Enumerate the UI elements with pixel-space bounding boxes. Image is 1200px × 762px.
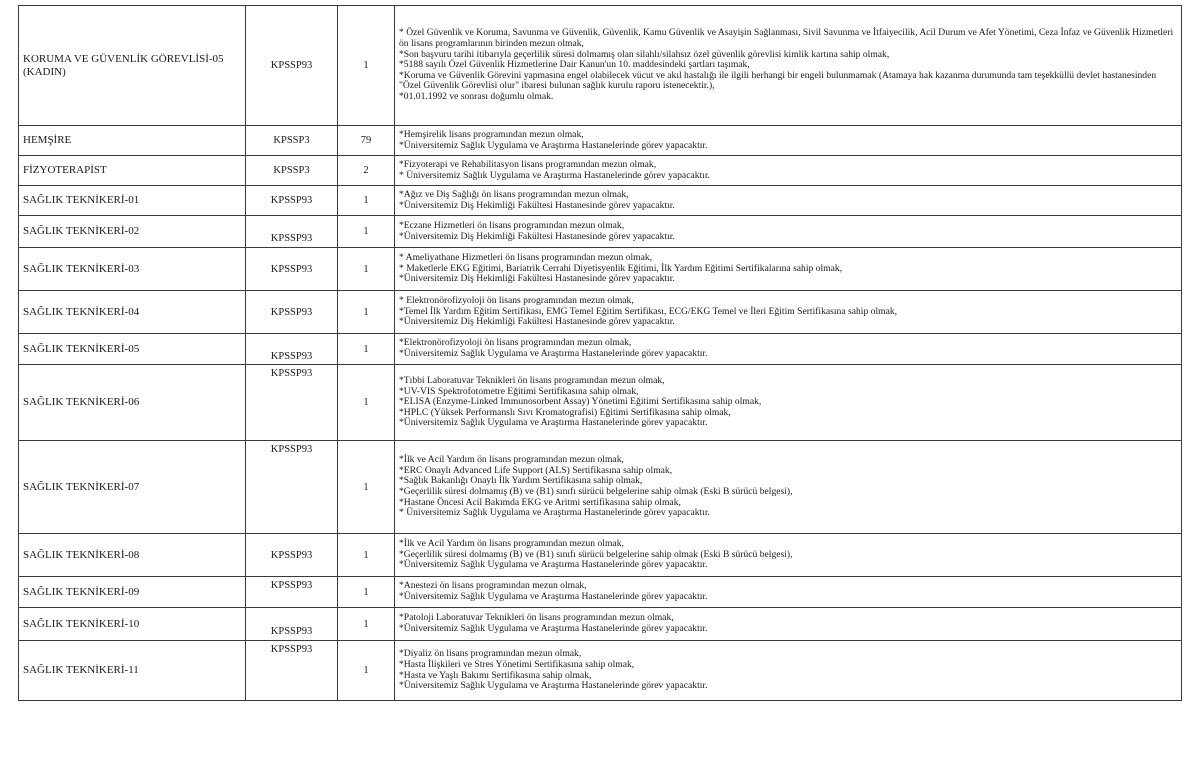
quantity-cell: 79 — [338, 126, 395, 156]
position-title-cell: HEMŞİRE — [19, 126, 246, 156]
table-row — [19, 126, 1182, 156]
position-title-cell: SAĞLIK TEKNİKERİ-08 — [19, 534, 246, 577]
quantity-cell: 1 — [338, 334, 395, 365]
exam-code-cell: KPSSP93 — [246, 441, 338, 534]
requirement-line: * Elektronörofizyoloji ön lisans programından mezun olmak, — [399, 295, 634, 307]
requirement-line: *5188 sayılı Özel Güvenlik Hizmetlerine Dair Kanun'un 10. maddesindeki şartları taşımak, — [399, 59, 750, 71]
position-title-cell: SAĞLIK TEKNİKERİ-02 — [19, 216, 246, 248]
requirements-cell — [395, 441, 1182, 534]
requirements-cell — [395, 186, 1182, 216]
table-row — [19, 216, 1182, 248]
table-row — [19, 365, 1182, 441]
exam-code-cell: KPSSP93 — [246, 186, 338, 216]
exam-code-cell: KPSSP93 — [246, 365, 338, 441]
requirement-line: *Geçerlilik süresi dolmamış (B) ve (B1) sınıfı sürücü belgelerine sahip olmak (Eski B sürücü belgesi), — [399, 548, 793, 560]
table-row — [19, 641, 1182, 701]
table-row — [19, 248, 1182, 291]
positions-table — [18, 5, 1182, 701]
exam-code-cell: KPSSP93 — [246, 248, 338, 291]
exam-code-cell: KPSSP93 — [246, 334, 338, 365]
requirement-line: *Üniversitemiz Sağlık Uygulama ve Araştırma Hastanelerinde görev yapacaktır. — [399, 680, 708, 692]
requirements-cell — [395, 641, 1182, 701]
position-title-cell: SAĞLIK TEKNİKERİ-09 — [19, 577, 246, 608]
position-title-cell: SAĞLIK TEKNİKERİ-10 — [19, 608, 246, 641]
quantity-cell: 1 — [338, 291, 395, 334]
exam-code-cell: KPSSP93 — [246, 608, 338, 641]
requirement-line: *ERC Onaylı Advanced Life Support (ALS) Sertifikasına sahip olmak, — [399, 464, 673, 476]
requirement-line: *Üniversitemiz Diş Hekimliği Fakültesi Hastanesinde görev yapacaktır. — [399, 199, 675, 211]
quantity-cell: 1 — [338, 441, 395, 534]
requirement-line: *Üniversitemiz Sağlık Uygulama ve Araştırma Hastanelerinde görev yapacaktır. — [399, 348, 708, 359]
requirement-line: *Üniversitemiz Sağlık Uygulama ve Araştırma Hastanelerinde görev yapacaktır. — [399, 591, 708, 602]
requirement-line: *Geçerlilik süresi dolmamış (B) ve (B1) sınıfı sürücü belgelerine sahip olmak (Eski B sürücü belgesi), — [399, 486, 793, 497]
table-row — [19, 608, 1182, 641]
quantity-cell: 1 — [338, 186, 395, 216]
exam-code-cell: KPSSP93 — [246, 577, 338, 608]
position-title-cell: SAĞLIK TEKNİKERİ-05 — [19, 334, 246, 365]
requirements-cell — [395, 248, 1182, 291]
quantity-cell: 1 — [338, 641, 395, 701]
position-title-cell: SAĞLIK TEKNİKERİ-06 — [19, 365, 246, 441]
requirement-line: *Üniversitemiz Diş Hekimliği Fakültesi Hastanesinde görev yapacaktır. — [399, 230, 675, 242]
requirements-cell — [395, 334, 1182, 365]
exam-code-cell: KPSSP3 — [246, 126, 338, 156]
requirement-line: *Üniversitemiz Diş Hekimliği Fakültesi Hastanesinde görev yapacaktır. — [399, 316, 675, 328]
requirement-line: *Hastane Öncesi Acil Bakımda EKG ve Aritmi sertifikasına sahip olmak, — [399, 496, 681, 508]
exam-code-cell: KPSSP93 — [246, 534, 338, 577]
requirement-line: *UV-VIS Spektrofotometre Eğitimi Sertifikasına sahip olmak, — [399, 385, 639, 397]
requirements-cell — [395, 534, 1182, 577]
requirement-line: *Elektronörofizyoloji ön lisans programından mezun olmak, — [399, 337, 632, 349]
quantity-cell: 1 — [338, 365, 395, 441]
requirements-cell — [395, 6, 1182, 126]
requirement-line: *Üniversitemiz Sağlık Uygulama ve Araştırma Hastanelerinde görev yapacaktır. — [399, 559, 708, 571]
exam-code-cell: KPSSP93 — [246, 216, 338, 248]
position-title-cell: SAĞLIK TEKNİKERİ-01 — [19, 186, 246, 216]
position-title-cell: KORUMA VE GÜVENLİK GÖREVLİSİ-05 (KADIN) — [19, 6, 246, 126]
requirement-line: *İlk ve Acil Yardım ön lisans programından mezun olmak, — [399, 454, 624, 466]
requirements-cell — [395, 365, 1182, 441]
table-row — [19, 186, 1182, 216]
document-page — [18, 5, 1181, 701]
table-row — [19, 291, 1182, 334]
requirement-line: *Üniversitemiz Sağlık Uygulama ve Araştırma Hastanelerinde görev yapacaktır. — [399, 417, 708, 429]
position-title-cell: FİZYOTERAPİST — [19, 156, 246, 186]
quantity-cell: 1 — [338, 216, 395, 248]
requirement-line: *01.01.1992 ve sonrası doğumlu olmak. — [399, 90, 554, 102]
quantity-cell: 1 — [338, 534, 395, 577]
requirement-line: *Fizyoterapi ve Rehabilitasyon lisans programından mezun olmak, — [399, 158, 657, 170]
position-title-cell: SAĞLIK TEKNİKERİ-11 — [19, 641, 246, 701]
requirement-line: *İlk ve Acil Yardım ön lisans programından mezun olmak, — [399, 538, 624, 550]
requirement-line: *Üniversitemiz Sağlık Uygulama ve Araştırma Hastanelerinde görev yapacaktır. — [399, 139, 708, 151]
requirement-line: * Ameliyathane Hizmetleri ön lisans programından mezun olmak, — [399, 252, 653, 264]
requirement-line: *Üniversitemiz Sağlık Uygulama ve Araştırma Hastanelerinde görev yapacaktır. — [399, 623, 708, 634]
requirements-cell — [395, 577, 1182, 608]
requirements-cell — [395, 216, 1182, 248]
requirement-line: * Maketlerle EKG Eğitimi, Bariatrik Cerrahi Diyetisyenlik Eğitimi, İlk Yardım Eğitimi Sertifikalarına sahip olmak, — [399, 262, 843, 274]
exam-code-cell: KPSSP93 — [246, 6, 338, 126]
requirements-cell — [395, 156, 1182, 186]
requirement-line: *Patoloji Laboratuvar Teknikleri ön lisans programından mezun olmak, — [399, 612, 674, 624]
requirement-line: *Koruma ve Güvenlik Görevini yapmasına engel olabilecek vücut ve akıl hastalığı ile ilgili herhangi bir engeli bulunmamak (Atamaya hak kazanma durumunda tam teşekküllü devlet hastanesinden "Özel Güvenlik Görevlisi olur" ibaresi bulunan sağlık kurulu raporu istenecektir.), — [399, 69, 1157, 92]
quantity-cell: 1 — [338, 608, 395, 641]
requirement-line: *Hasta ve Yaşlı Bakımı Sertifikasına sahip olmak, — [399, 669, 592, 681]
position-title-cell: SAĞLIK TEKNİKERİ-04 — [19, 291, 246, 334]
requirement-line: * Özel Güvenlik ve Koruma, Savunma ve Güvenlik, Güvenlik, Kamu Güvenlik ve Asayişin Sağlanması, Sivil Savunma ve İtfaiyecilik, Acil Durum ve Afet Yönetimi, Ceza İnfaz ve Güvenlik Hizmetleri ön lisans programlarının birinden mezun olmak, — [399, 27, 1174, 50]
quantity-cell: 1 — [338, 577, 395, 608]
requirements-cell — [395, 608, 1182, 641]
requirement-line: *ELISA (Enzyme-Linked Immunosorbent Assay) Yönetimi Eğitimi Sertifikasına sahip olmak, — [399, 396, 762, 408]
table-row — [19, 334, 1182, 365]
requirement-line: *Ağız ve Diş Sağlığı ön lisans programından mezun olmak, — [399, 188, 629, 200]
position-title-cell: SAĞLIK TEKNİKERİ-07 — [19, 441, 246, 534]
quantity-cell: 1 — [338, 6, 395, 126]
requirement-line: *Hasta İlişkileri ve Stres Yönetimi Sertifikasına sahip olmak, — [399, 658, 635, 670]
table-row — [19, 441, 1182, 534]
exam-code-cell: KPSSP93 — [246, 641, 338, 701]
requirement-line: *HPLC (Yüksek Performanslı Sıvı Kromatografisi) Eğitimi Sertifikasına sahip olmak, — [399, 406, 731, 418]
requirement-line: * Üniversitemiz Sağlık Uygulama ve Araştırma Hastanelerinde görev yapacaktır. — [399, 507, 710, 519]
requirement-line: * Üniversitemiz Sağlık Uygulama ve Araştırma Hastanelerinde görev yapacaktır. — [399, 169, 710, 181]
requirement-line: *Tıbbi Laboratuvar Teknikleri ön lisans programından mezun olmak, — [399, 375, 665, 387]
requirement-line: *Hemşirelik lisans programından mezun olmak, — [399, 128, 584, 140]
requirement-line: *Sağlık Bakanlığı Onaylı İlk Yardım Sertifikasına sahip olmak, — [399, 475, 643, 487]
quantity-cell: 1 — [338, 248, 395, 291]
exam-code-cell: KPSSP93 — [246, 291, 338, 334]
requirement-line: *Temel İlk Yardım Eğitim Sertifikası, EMG Temel Eğitim Sertifikası, ECG/EKG Temel ve İleri Eğitim Sertifikasına sahip olmak, — [399, 305, 898, 317]
requirement-line: *Son başvuru tarihi itibarıyla geçerlilik süresi dolmamış olan silahlı/silahsız özel güvenlik görevlisi kimlik kartına sahip olmak, — [399, 48, 890, 60]
exam-code-cell: KPSSP3 — [246, 156, 338, 186]
quantity-cell: 2 — [338, 156, 395, 186]
table-row — [19, 577, 1182, 608]
table-row — [19, 534, 1182, 577]
requirement-line: *Anestezi ön lisans programından mezun olmak, — [399, 580, 587, 592]
requirement-line: *Üniversitemiz Diş Hekimliği Fakültesi Hastanesinde görev yapacaktır. — [399, 273, 675, 285]
positions-table-body — [19, 6, 1182, 701]
requirements-cell — [395, 126, 1182, 156]
table-row — [19, 6, 1182, 126]
requirements-cell — [395, 291, 1182, 334]
table-row — [19, 156, 1182, 186]
requirement-line: *Eczane Hizmetleri ön lisans programından mezun olmak, — [399, 219, 625, 231]
requirement-line: *Diyaliz ön lisans programından mezun olmak, — [399, 648, 582, 660]
position-title-cell: SAĞLIK TEKNİKERİ-03 — [19, 248, 246, 291]
